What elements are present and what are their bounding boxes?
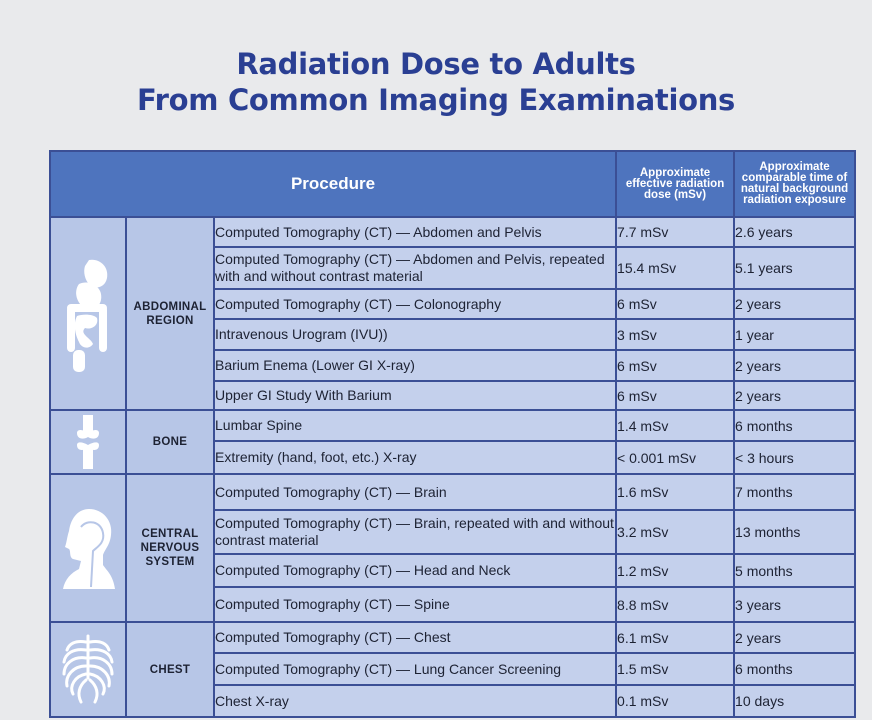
category-label-line: NERVOUS bbox=[140, 542, 200, 554]
category-label-abdominal bbox=[126, 217, 214, 410]
category-label-line: BONE bbox=[152, 436, 188, 448]
time-cell: 2 years bbox=[734, 350, 855, 381]
dose-cell: 8.8 mSv bbox=[616, 587, 734, 622]
procedure-cell: Computed Tomography (CT) — Spine bbox=[214, 587, 616, 622]
title-line-1: Radiation Dose to Adults bbox=[236, 47, 636, 81]
procedure-cell: Computed Tomography (CT) — Colonography bbox=[214, 289, 616, 319]
time-cell: 13 months bbox=[734, 510, 855, 554]
page-title bbox=[0, 46, 872, 118]
radiation-dose-table bbox=[49, 150, 856, 718]
procedure-cell: Computed Tomography (CT) — Head and Neck bbox=[214, 554, 616, 587]
header-time-line: radiation exposure bbox=[743, 194, 846, 206]
time-cell: 6 months bbox=[734, 410, 855, 441]
dose-cell: 6 mSv bbox=[616, 289, 734, 319]
procedure-cell: Computed Tomography (CT) — Abdomen and Pelvis, repeated with and without contrast material bbox=[214, 247, 616, 289]
time-cell: 7 months bbox=[734, 474, 855, 510]
header-time-line: natural background bbox=[740, 183, 849, 195]
ribcage-icon bbox=[59, 632, 117, 708]
dose-cell: 7.7 mSv bbox=[616, 217, 734, 247]
procedure-cell: Extremity (hand, foot, etc.) X-ray bbox=[214, 441, 616, 474]
chest-icon-cell bbox=[50, 622, 126, 717]
header-time bbox=[734, 151, 855, 217]
procedure-cell: Computed Tomography (CT) — Brain, repeated with and without contrast material bbox=[214, 510, 616, 554]
abdominal-organs-icon bbox=[59, 254, 117, 374]
dose-cell: 1.5 mSv bbox=[616, 653, 734, 685]
category-label-cns bbox=[126, 474, 214, 622]
head-spine-icon bbox=[59, 505, 117, 591]
category-label-line: CHEST bbox=[149, 663, 191, 676]
abdominal-icon-cell bbox=[50, 217, 126, 410]
time-cell: 2 years bbox=[734, 289, 855, 319]
procedure-cell: Computed Tomography (CT) — Lung Cancer Screening bbox=[214, 653, 616, 685]
table-row bbox=[50, 474, 855, 510]
header-dose-line: Approximate bbox=[639, 166, 711, 179]
procedure-cell: Computed Tomography (CT) — Abdomen and Pelvis bbox=[214, 217, 616, 247]
category-label-line: ABDOMINAL bbox=[133, 300, 207, 313]
dose-cell: 6 mSv bbox=[616, 350, 734, 381]
time-cell: 5 months bbox=[734, 554, 855, 587]
knee-joint-icon bbox=[73, 415, 103, 469]
table-row bbox=[50, 217, 855, 247]
dose-cell: 15.4 mSv bbox=[616, 247, 734, 289]
procedure-cell: Computed Tomography (CT) — Brain bbox=[214, 474, 616, 510]
time-cell: 3 years bbox=[734, 587, 855, 622]
bone-icon-cell bbox=[50, 410, 126, 474]
time-cell: 5.1 years bbox=[734, 247, 855, 289]
table-row bbox=[50, 410, 855, 441]
dose-cell: < 0.001 mSv bbox=[616, 441, 734, 474]
time-cell: 6 months bbox=[734, 653, 855, 685]
procedure-cell: Chest X-ray bbox=[214, 685, 616, 717]
procedure-cell: Barium Enema (Lower GI X-ray) bbox=[214, 350, 616, 381]
procedure-cell: Intravenous Urogram (IVU)) bbox=[214, 319, 616, 350]
time-cell: 1 year bbox=[734, 319, 855, 350]
header-dose-line: dose (mSv) bbox=[644, 188, 707, 201]
category-label-chest bbox=[126, 622, 214, 717]
category-label-bone bbox=[126, 410, 214, 474]
title-line-2: From Common Imaging Examinations bbox=[136, 83, 736, 117]
dose-cell: 3 mSv bbox=[616, 319, 734, 350]
dose-cell: 1.6 mSv bbox=[616, 474, 734, 510]
dose-cell: 0.1 mSv bbox=[616, 685, 734, 717]
header-procedure: Procedure bbox=[50, 151, 616, 217]
dose-cell: 3.2 mSv bbox=[616, 510, 734, 554]
dose-cell: 6 mSv bbox=[616, 381, 734, 410]
category-label-line: CENTRAL bbox=[141, 528, 199, 540]
table-row bbox=[50, 622, 855, 653]
table-header-row bbox=[50, 151, 855, 217]
header-dose-line: effective radiation bbox=[625, 177, 725, 190]
category-label-line: REGION bbox=[146, 314, 194, 327]
dose-cell: 1.4 mSv bbox=[616, 410, 734, 441]
category-label-line: SYSTEM bbox=[145, 556, 195, 568]
procedure-cell: Computed Tomography (CT) — Chest bbox=[214, 622, 616, 653]
time-cell: 2.6 years bbox=[734, 217, 855, 247]
dose-cell: 1.2 mSv bbox=[616, 554, 734, 587]
header-dose bbox=[616, 151, 734, 217]
time-cell: < 3 hours bbox=[734, 441, 855, 474]
procedure-cell: Upper GI Study With Barium bbox=[214, 381, 616, 410]
cns-icon-cell bbox=[50, 474, 126, 622]
dose-cell: 6.1 mSv bbox=[616, 622, 734, 653]
header-time-line: comparable time of bbox=[741, 172, 848, 184]
time-cell: 2 years bbox=[734, 381, 855, 410]
header-time-line: Approximate bbox=[759, 161, 830, 173]
procedure-cell: Lumbar Spine bbox=[214, 410, 616, 441]
time-cell: 10 days bbox=[734, 685, 855, 717]
time-cell: 2 years bbox=[734, 622, 855, 653]
